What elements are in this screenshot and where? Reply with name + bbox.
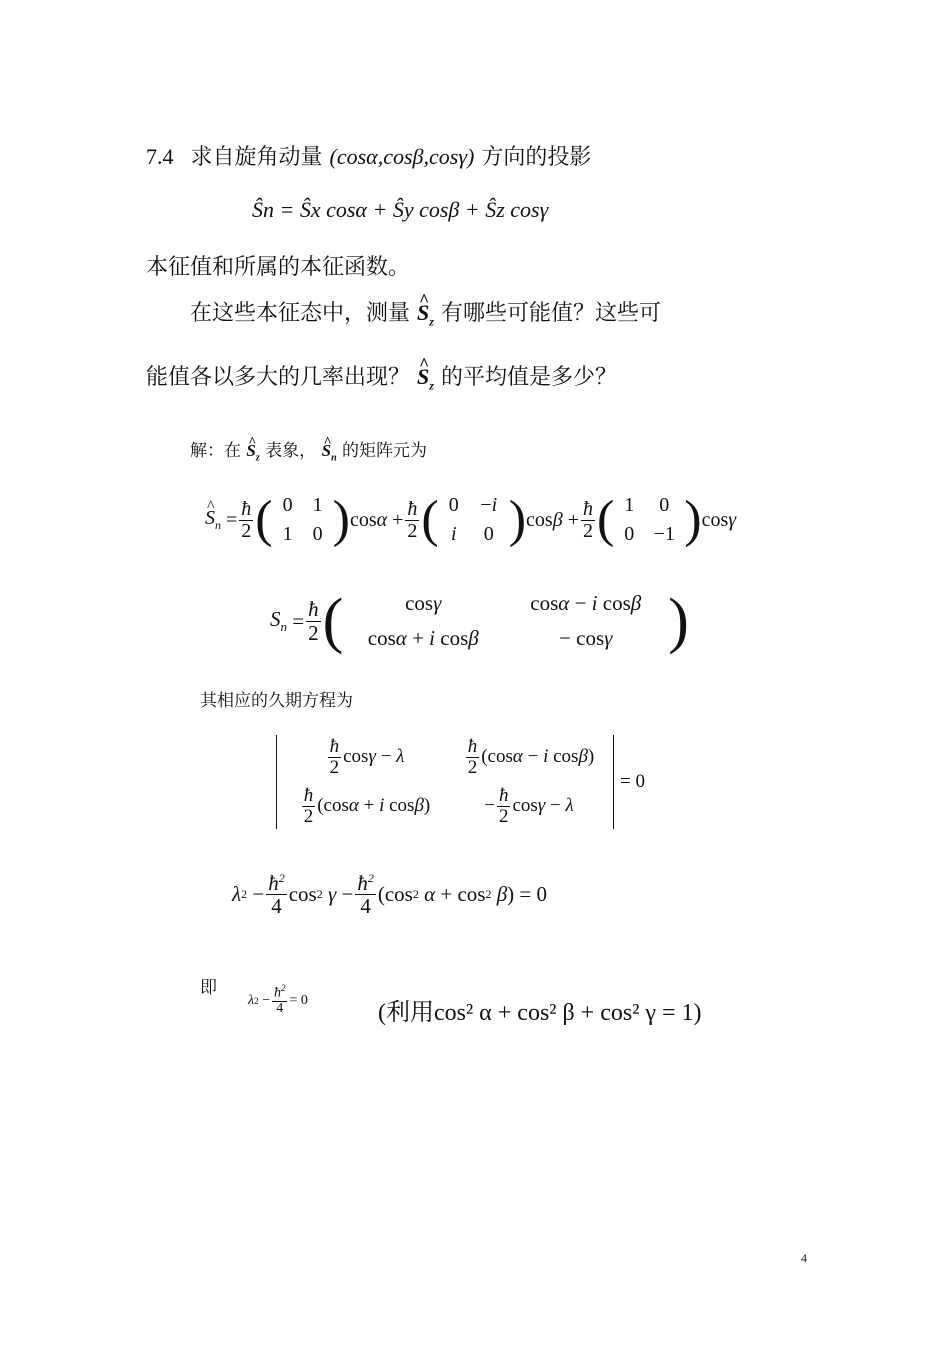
direction-cosines: (cosα,cosβ,cosγ) xyxy=(329,144,475,169)
identity-note: (利用cos² α + cos² β + cos² γ = 1) xyxy=(378,1000,702,1026)
solution-intro-c: 的矩阵元为 xyxy=(342,441,428,461)
problem-line-1-tail: 方向的投影 xyxy=(481,145,592,170)
reduced-equation: λ 2 − $\frac{ħ^2}{4}$ = 0 xyxy=(248,983,308,1017)
problem-line-3-b: 有哪些可能值？这些可 xyxy=(440,301,661,326)
problem-line-4 xyxy=(146,360,617,393)
problem-line-2: 本征值和所属的本征函数。 xyxy=(146,255,411,280)
secular-determinant: $\frac{ħ}{2}$ cosγ − λ $\frac{ħ}{2}$ (cosα − i cosβ) $\frac{ħ}{2}$ (cosα + i cosβ) − $\frac{ħ}{2}$ cosγ − λ = 0 xyxy=(276,735,645,829)
characteristic-equation: λ 2 − $\frac{ħ^2}{4}$ cos 2 γ − $\frac{ħ^2}{4}$ (cos 2 α + cos 2 β ) = 0 xyxy=(232,871,548,919)
problem-line-1-text: 求自旋角动量 xyxy=(190,145,323,170)
solution-intro-a: 解：在 xyxy=(190,441,241,461)
sz-operator-2: ^ $S_z$ xyxy=(417,364,434,389)
sz-representation: ^ $S_z$ xyxy=(246,441,259,460)
solution-intro xyxy=(190,436,427,463)
problem-number: 7.4 xyxy=(146,144,174,169)
sn-operator: ^ $S_n$ xyxy=(322,441,337,460)
sn-matrix-equation: $S_n$ = $\frac{ħ}{2}$ ( cosγ cosα − i cosβ cosα + i cosβ − cosγ ) xyxy=(270,587,689,655)
problem-line-4-a: 能值各以多大的几率出现？ xyxy=(146,365,411,390)
pauli-expansion-equation: ^ $S_n$ = $\frac{ħ}{2}$ ( 0 1 1 0 ) cosα + $\frac{ħ}{2}$ ( 0 −i i 0 ) cosβ + $\frac{ħ}{2}$ ( 1 0 0 −1 ) cosγ xyxy=(205,494,736,546)
solution-intro-b: 表象， xyxy=(265,441,317,461)
page-number: 4 xyxy=(801,1251,807,1265)
problem-line-3 xyxy=(190,296,661,329)
sn-definition-equation: Ŝn = Ŝx cosα + Ŝy cosβ + Ŝz cosγ xyxy=(252,197,549,222)
ji-label: 即 xyxy=(200,978,217,998)
problem-line-4-b: 的平均值是多少？ xyxy=(440,365,617,390)
secular-equation-label: 其相应的久期方程为 xyxy=(200,691,353,711)
problem-line-1 xyxy=(146,140,591,171)
problem-line-3-a: 在这些本征态中，测量 xyxy=(190,301,411,326)
sz-operator: ^ $S_z$ xyxy=(417,300,434,325)
